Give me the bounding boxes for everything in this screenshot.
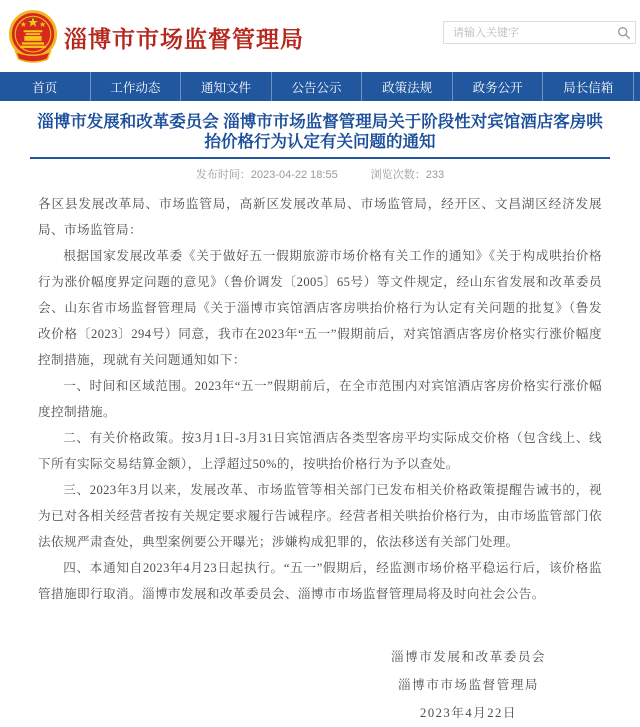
paragraph-salutation: 各区县发展改革局、市场监管局，高新区发展改革局、市场监管局，经开区、文昌湖区经济发展局、市场监管局： — [38, 197, 602, 237]
nav-item-policies-regulations[interactable]: 政策法规 — [362, 72, 453, 101]
paragraph-item-1: 一、时间和区域范围。2023年“五一”假期前后，在全市范围内对宾馆酒店客房价格实行涨价幅度控制措施。 — [38, 379, 602, 419]
site-header — [0, 0, 640, 72]
signature-block — [391, 643, 546, 727]
paragraph-item-3: 三、2023年3月以来，发展改革、市场监管等相关部门已发布相关价格政策提醒告诫书的，视为已对各相关经营者按有关规定要求履行告诫程序。经营者相关哄抬价格行为，由市场监管部门依法依规严肃查处，典型案例要公开曝光；涉嫌构成犯罪的，依法移送有关部门处理。 — [38, 483, 602, 549]
search-input[interactable] — [444, 22, 613, 43]
view-count: 浏览次数：233 — [370, 169, 445, 181]
article — [0, 112, 640, 727]
article-meta — [0, 166, 640, 182]
signature-org-1: 淄博市发展和改革委员会 — [390, 650, 546, 664]
title-divider — [30, 157, 610, 159]
nav-item-work-news[interactable]: 工作动态 — [91, 72, 182, 101]
search-icon[interactable] — [613, 22, 635, 43]
nav-item-public-announcements[interactable]: 公告公示 — [272, 72, 363, 101]
site-title: 淄博市市场监督管理局 — [64, 26, 304, 52]
article-title: 淄博市发展和改革委员会 淄博市市场监督管理局关于阶段性对宾馆酒店客房哄抬价格行为认定有关问题的通知 — [37, 113, 603, 151]
paragraph-preamble: 根据国家发展改革委《关于做好五一假期旅游市场价格有关工作的通知》《关于构成哄抬价格行为涨价幅度界定问题的意见》（鲁价调发〔2005〕65号）等文件规定，经山东省发展和改革委员会、山东省市场监督管理局《关于淄博市宾馆酒店客房哄抬价格行为认定有关问题的批复》（鲁发改价格〔2023〕294号）同意，我市在2023年“五一”假期前后，对宾馆酒店客房价格实行涨价幅度控制措施，现就有关问题通知如下： — [38, 249, 602, 367]
search-box[interactable] — [443, 21, 636, 44]
nav-item-director-mailbox[interactable]: 局长信箱 — [543, 72, 634, 101]
signature-org-2: 淄博市市场监督管理局 — [398, 678, 539, 692]
national-emblem-logo — [8, 9, 58, 65]
nav-item-home[interactable]: 首页 — [0, 72, 91, 101]
signature-date: 2023年4月22日 — [420, 706, 517, 720]
article-body — [38, 191, 602, 727]
paragraph-item-2: 二、有关价格政策。按3月1日-3月31日宾馆酒店各类型客房平均实际成交价格（包含线上、线下所有实际交易结算金额），上浮超过50%的，按哄抬价格行为予以查处。 — [38, 431, 602, 471]
publish-time: 发布时间：2023-04-22 18:55 — [195, 169, 338, 181]
nav-item-notice-documents[interactable]: 通知文件 — [181, 72, 272, 101]
paragraph-item-4: 四、本通知自2023年4月23日起执行。“五一”假期后，经监测市场价格平稳运行后，该价格监管措施即行取消。淄博市发展和改革委员会、淄博市市场监督管理局将及时向社会公告。 — [38, 561, 602, 601]
main-nav — [0, 72, 640, 101]
nav-item-government-disclosure[interactable]: 政务公开 — [453, 72, 544, 101]
